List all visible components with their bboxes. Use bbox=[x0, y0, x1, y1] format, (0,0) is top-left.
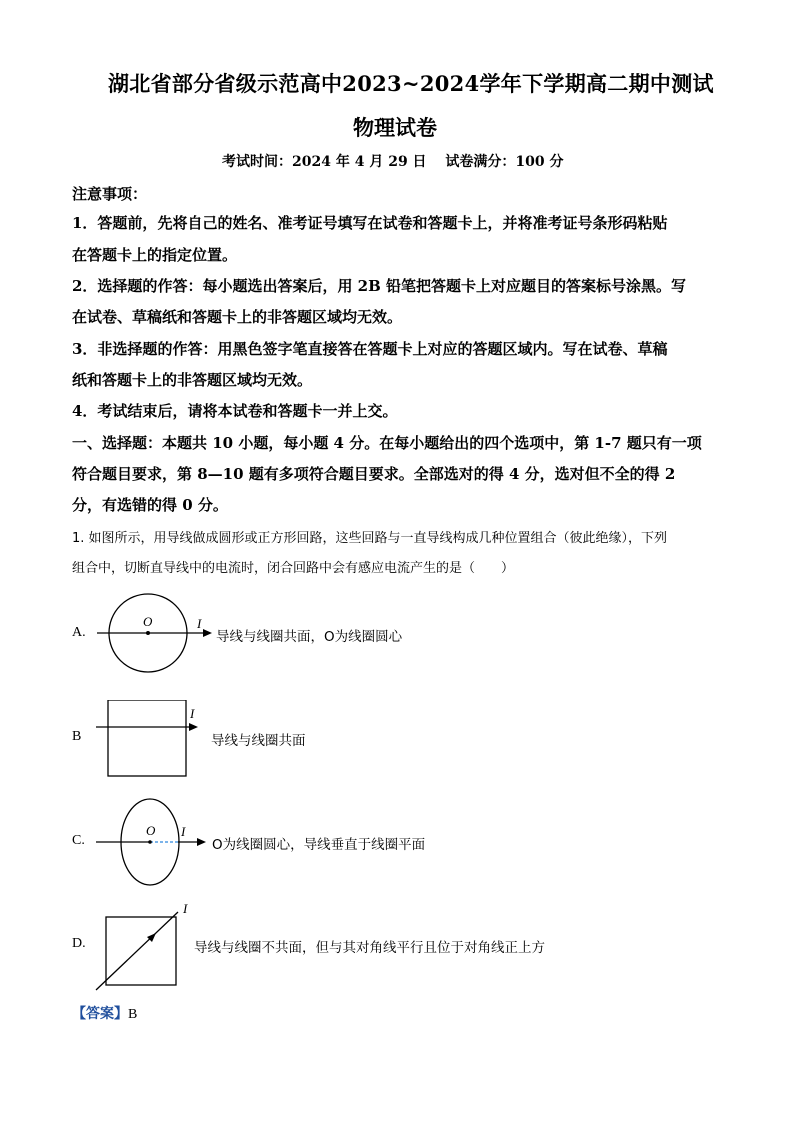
notes-heading: 注意事项： bbox=[72, 185, 148, 203]
current-arrow-icon bbox=[189, 723, 198, 731]
note-line: 在试卷、草稿纸和答题卡上的非答题区域均无效。 bbox=[72, 308, 403, 326]
question-stem-line: 1. 如图所示，用导线做成圆形或正方形回路，这些回路与一直导线构成几种位置组合（彼此绝缘），下列 bbox=[72, 531, 668, 546]
center-point bbox=[148, 840, 152, 844]
label-o: O bbox=[143, 614, 153, 629]
note-line: 1．答题前，先将自己的姓名、准考证号填写在试卷和答题卡上，并将准考证号条形码粘贴 bbox=[72, 214, 668, 232]
section-line: 分，有选错的得 0 分。 bbox=[72, 496, 228, 514]
center-point bbox=[146, 631, 150, 635]
square-loop bbox=[108, 700, 186, 776]
option-b-diagram bbox=[92, 700, 208, 780]
note-line: 4．考试结束后，请将本试卷和答题卡一并上交。 bbox=[72, 402, 398, 420]
section-line: 一、选择题：本题共 10 小题，每小题 4 分。在每小题给出的四个选项中，第 1-7 题只有一项 bbox=[72, 434, 702, 452]
exam-subtitle: 物理试卷 bbox=[353, 115, 437, 140]
option-c-description: O为线圈圆心，导线垂直于线圈平面 bbox=[212, 837, 426, 853]
option-a-diagram bbox=[90, 590, 220, 680]
option-c-diagram bbox=[92, 796, 214, 888]
label-i: I bbox=[197, 616, 202, 631]
current-arrow-icon bbox=[197, 838, 206, 846]
option-d-diagram bbox=[92, 900, 198, 992]
option-b-description: 导线与线圈共面 bbox=[211, 733, 306, 749]
option-a-letter: A. bbox=[72, 625, 86, 640]
section-line: 符合题目要求，第 8—10 题有多项符合题目要求。全部选对的得 4 分，选对但不全的得 2 bbox=[72, 465, 676, 483]
option-d-description: 导线与线圈不共面，但与其对角线平行且位于对角线正上方 bbox=[194, 940, 545, 956]
label-i: I bbox=[183, 901, 188, 916]
option-d-letter: D. bbox=[72, 936, 86, 951]
label-o: O bbox=[146, 823, 156, 838]
exam-title: 湖北省部分省级示范高中2023~2024学年下学期高二期中测试 bbox=[108, 71, 714, 96]
current-arrow-icon bbox=[203, 629, 212, 637]
answer-line bbox=[72, 1003, 137, 1023]
straight-wire bbox=[96, 912, 178, 990]
question-stem-line: 组合中，切断直导线中的电流时，闭合回路中会有感应电流产生的是（ ） bbox=[72, 561, 515, 576]
note-line: 3．非选择题的作答：用黑色签字笔直接答在答题卡上对应的答题区域内。写在试卷、草稿 bbox=[72, 340, 668, 358]
answer-tag: 【答案】 bbox=[72, 1006, 128, 1022]
exam-meta: 考试时间：2024 年 4 月 29 日 试卷满分：100 分 bbox=[222, 154, 564, 170]
note-line: 纸和答题卡上的非答题区域均无效。 bbox=[72, 371, 313, 389]
answer-value: B bbox=[128, 1007, 138, 1022]
square-loop bbox=[106, 917, 176, 985]
note-line: 在答题卡上的指定位置。 bbox=[72, 246, 238, 264]
note-line: 2．选择题的作答：每小题选出答案后，用 2B 铅笔把答题卡上对应题目的答案标号涂黑。写 bbox=[72, 277, 687, 295]
option-c-letter: C. bbox=[72, 833, 85, 848]
label-i: I bbox=[181, 824, 186, 839]
option-b-letter: B bbox=[72, 729, 82, 744]
label-i: I bbox=[190, 706, 195, 721]
option-a-description: 导线与线圈共面，O为线圈圆心 bbox=[216, 629, 403, 645]
